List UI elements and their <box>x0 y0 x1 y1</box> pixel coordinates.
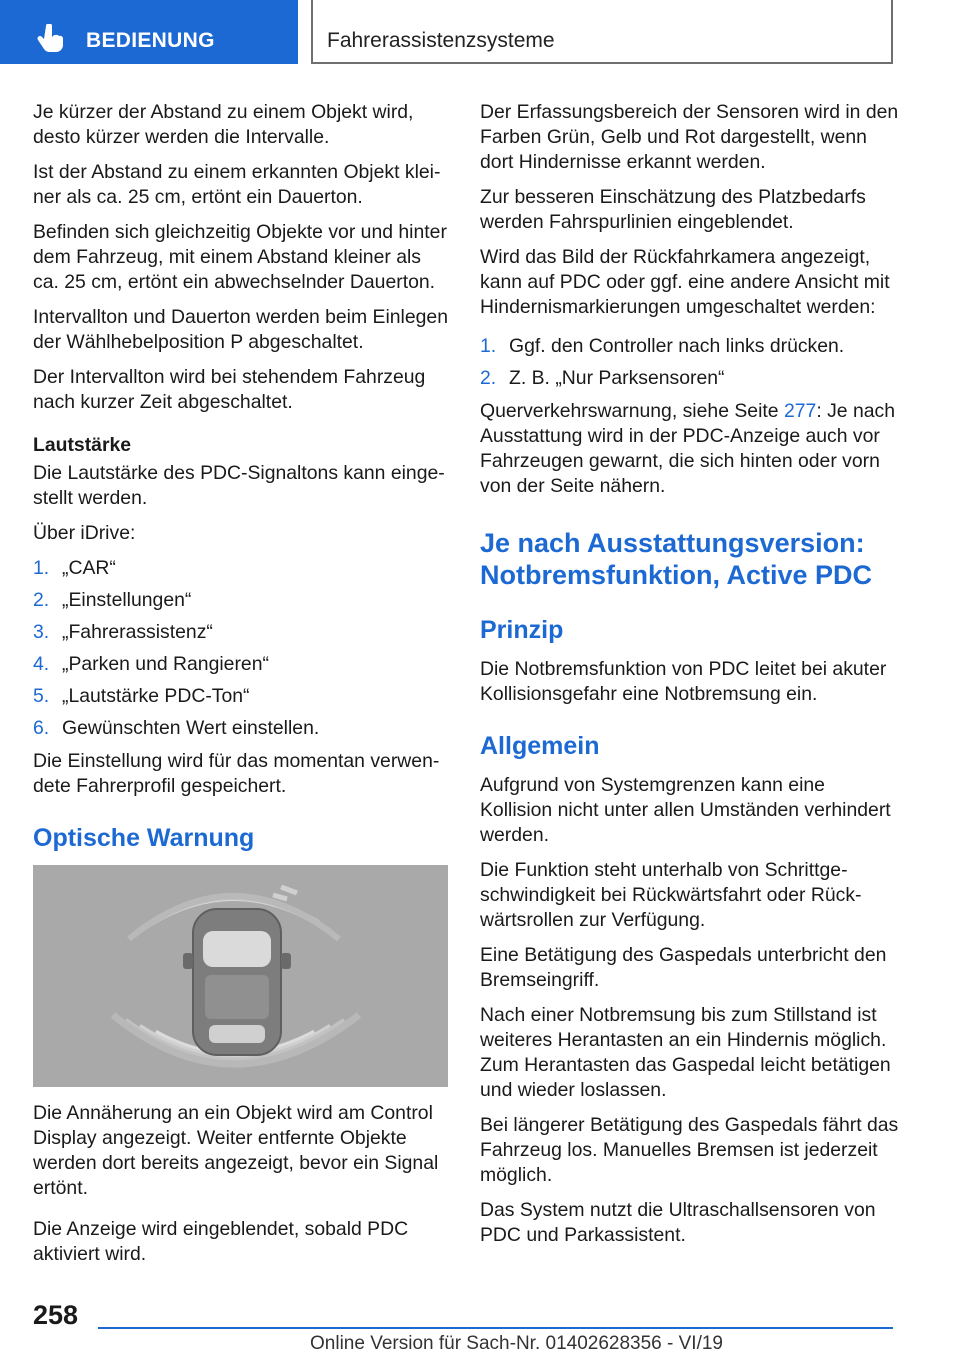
figure-caption: Die Annäherung an ein Objekt wird am Control Display angezeigt. Weiter entfernte Objekte werden dort bereits angezeigt, bevor ein Signal ertönt. <box>33 1102 439 1199</box>
right-column <box>480 100 900 1258</box>
paragraph: Der Erfassungsbereich der Sensoren wird in den Farben Grün, Gelb und Rot dargestellt, wenn dort Hindernisse erkannt werden. <box>480 101 899 173</box>
online-version-note: Online Version für Sach-Nr. 01402628356 - VI/19 <box>310 1333 723 1354</box>
paragraph: Zur besseren Einschätzung des Platzbedarfs werden Fahrspurlinien eingeblendet. <box>480 186 866 233</box>
list-item: 3. „Fahrerassistenz“ <box>33 621 213 643</box>
paragraph: Je kürzer der Abstand zu einem Objekt wird, desto kürzer werden die Intervalle. <box>33 101 414 148</box>
footer-divider <box>98 1327 893 1329</box>
paragraph: Wird das Bild der Rückfahrkamera angezeigt, kann auf PDC oder ggf. eine andere Ansicht mit Hindernismarkierungen umgeschaltet werden: <box>480 246 890 318</box>
list-item: 4. „Parken und Rangieren“ <box>33 653 269 675</box>
paragraph: Über iDrive: <box>33 522 136 544</box>
general-heading: Allgemein <box>480 732 600 760</box>
page-reference-link[interactable]: 277 <box>783 400 817 422</box>
car-pdc-icon <box>33 865 448 1087</box>
paragraph: Nach einer Notbremsung bis zum Stillstand ist weiteres Herantasten an ein Hindernis möglich. Zum Herantasten das Gaspedal leicht betätigen und wieder loslassen. <box>480 1004 891 1101</box>
paragraph: Die Funktion steht unterhalb von Schrittgeschwindigkeit bei Rückwärtsfahrt oder Rückwärtsrollen zur Verfügung. <box>480 859 862 931</box>
paragraph: Die Einstellung wird für das momentan verwendete Fahrerprofil gespeichert. <box>33 750 440 797</box>
list-item: 2. „Einstellungen“ <box>33 589 192 611</box>
paragraph: Der Intervallton wird bei stehendem Fahrzeug nach kurzer Zeit abgeschaltet. <box>33 366 426 413</box>
list-item: 1. „CAR“ <box>33 557 116 579</box>
view-switch-steps-list <box>480 334 900 391</box>
paragraph: Die Anzeige wird eingeblendet, sobald PDC aktiviert wird. <box>33 1218 409 1265</box>
paragraph: Aufgrund von Systemgrenzen kann eine Kollision nicht unter allen Umständen verhindert werden. <box>480 774 891 846</box>
paragraph: Die Lautstärke des PDC-Signaltons kann eingestellt werden. <box>33 462 445 509</box>
list-item: 2. Z. B. „Nur Parksensoren“ <box>480 367 725 389</box>
emergency-brake-heading: Je nach Ausstattungsversion: Notbremsfunktion, Active PDC <box>480 528 873 590</box>
paragraph: Ist der Abstand zu einem erkannten Objekt kleiner als ca. 25 cm, ertönt ein Dauerton. <box>33 161 441 208</box>
section-tab <box>0 0 298 64</box>
idrive-steps-list <box>33 556 449 741</box>
page-number: 258 <box>33 1300 79 1330</box>
paragraph: Die Notbremsfunktion von PDC leitet bei akuter Kollisionsgefahr eine Notbremsung ein. <box>480 658 887 705</box>
paragraph: Eine Betätigung des Gaspedals unterbricht den Bremseingriff. <box>480 944 887 991</box>
optical-warning-heading: Optische Warnung <box>33 824 255 852</box>
chapter-title: Fahrerassistenzsysteme <box>327 29 555 52</box>
list-item: 1. Ggf. den Controller nach links drücken. <box>480 335 845 357</box>
chapter-header <box>311 0 893 64</box>
cross-traffic-paragraph: Querverkehrswarnung, siehe Seite 277: Je nach Ausstattung wird in der PDC-Anzeige auch vor Fahrzeugen gewarnt, die sich hinten oder vorn von der Seite nähern. <box>480 400 896 497</box>
paragraph: Befinden sich gleichzeitig Objekte vor und hinter dem Fahrzeug, mit einem Abstand kleiner als ca. 25 cm, ertönt ein abwechselnder Dauerton. <box>33 221 447 293</box>
paragraph: Das System nutzt die Ultraschallsensoren von PDC und Parkassistent. <box>480 1199 876 1246</box>
paragraph: Intervallton und Dauerton werden beim Einlegen der Wählhebelposition P abgeschaltet. <box>33 306 449 353</box>
hand-pointer-icon <box>34 24 68 54</box>
list-item: 5. „Lautstärke PDC-Ton“ <box>33 685 250 707</box>
left-column <box>33 100 449 1277</box>
paragraph: Bei längerer Betätigung des Gaspedals fährt das Fahrzeug los. Manuelles Bremsen ist jederzeit möglich. <box>480 1114 899 1186</box>
pdc-display-illustration <box>33 865 448 1087</box>
principle-heading: Prinzip <box>480 616 564 644</box>
volume-heading: Lautstärke <box>33 434 132 456</box>
list-item: 6. Gewünschten Wert einstellen. <box>33 717 320 739</box>
section-tab-label: BEDIENUNG <box>86 29 215 52</box>
